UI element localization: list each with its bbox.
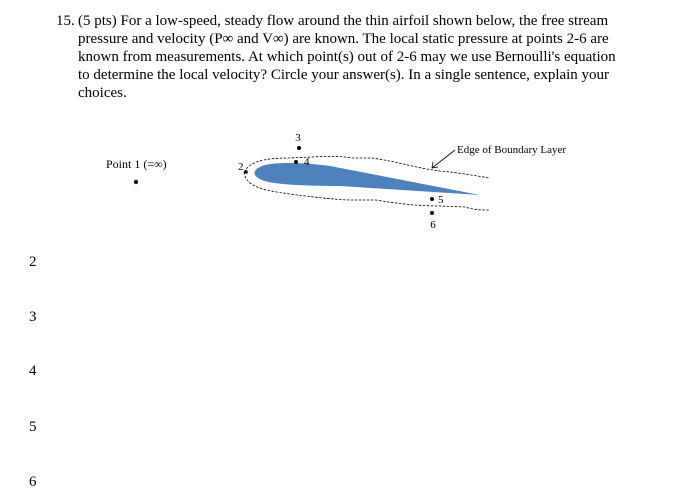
answer-label-2: 2	[29, 254, 37, 270]
answer-label-3: 3	[29, 309, 37, 325]
point-3-label: 3	[295, 132, 301, 144]
question-text-line-3: known from measurements. At which point(s) out of 2-6 may we use Bernoulli's equation	[78, 49, 616, 65]
point-6-label: 6	[430, 219, 436, 231]
point-6-marker	[430, 211, 434, 215]
point-5-marker	[430, 197, 434, 201]
question-text-line-1: (5 pts) For a low-speed, steady flow around the thin airfoil shown below, the free stream	[78, 13, 609, 29]
question-text-line-5: choices.	[78, 85, 127, 101]
answer-label-4: 4	[29, 363, 37, 379]
point-3-marker	[297, 146, 301, 150]
point-1-label: Point 1 (=∞)	[106, 157, 167, 171]
point-1-marker	[134, 180, 138, 184]
question-text-line-2: pressure and velocity (P∞ and V∞) are known. The local static pressure at points 2-6 are	[78, 31, 609, 47]
answer-label-6: 6	[29, 474, 37, 490]
point-2-label: 2	[238, 161, 244, 173]
question-text-line-4: to determine the local velocity? Circle your answer(s). In a single sentence, explain your	[78, 67, 610, 83]
point-4-label: 4	[304, 156, 310, 168]
airfoil	[255, 163, 481, 195]
point-5-label: 5	[438, 194, 444, 206]
question-number: 15.	[56, 13, 75, 29]
boundary-layer-leader	[432, 150, 455, 168]
answer-label-5: 5	[29, 419, 37, 435]
point-2-marker	[244, 170, 248, 174]
point-4-marker	[294, 160, 298, 164]
boundary-layer-label: Edge of Boundary Layer	[457, 144, 567, 156]
